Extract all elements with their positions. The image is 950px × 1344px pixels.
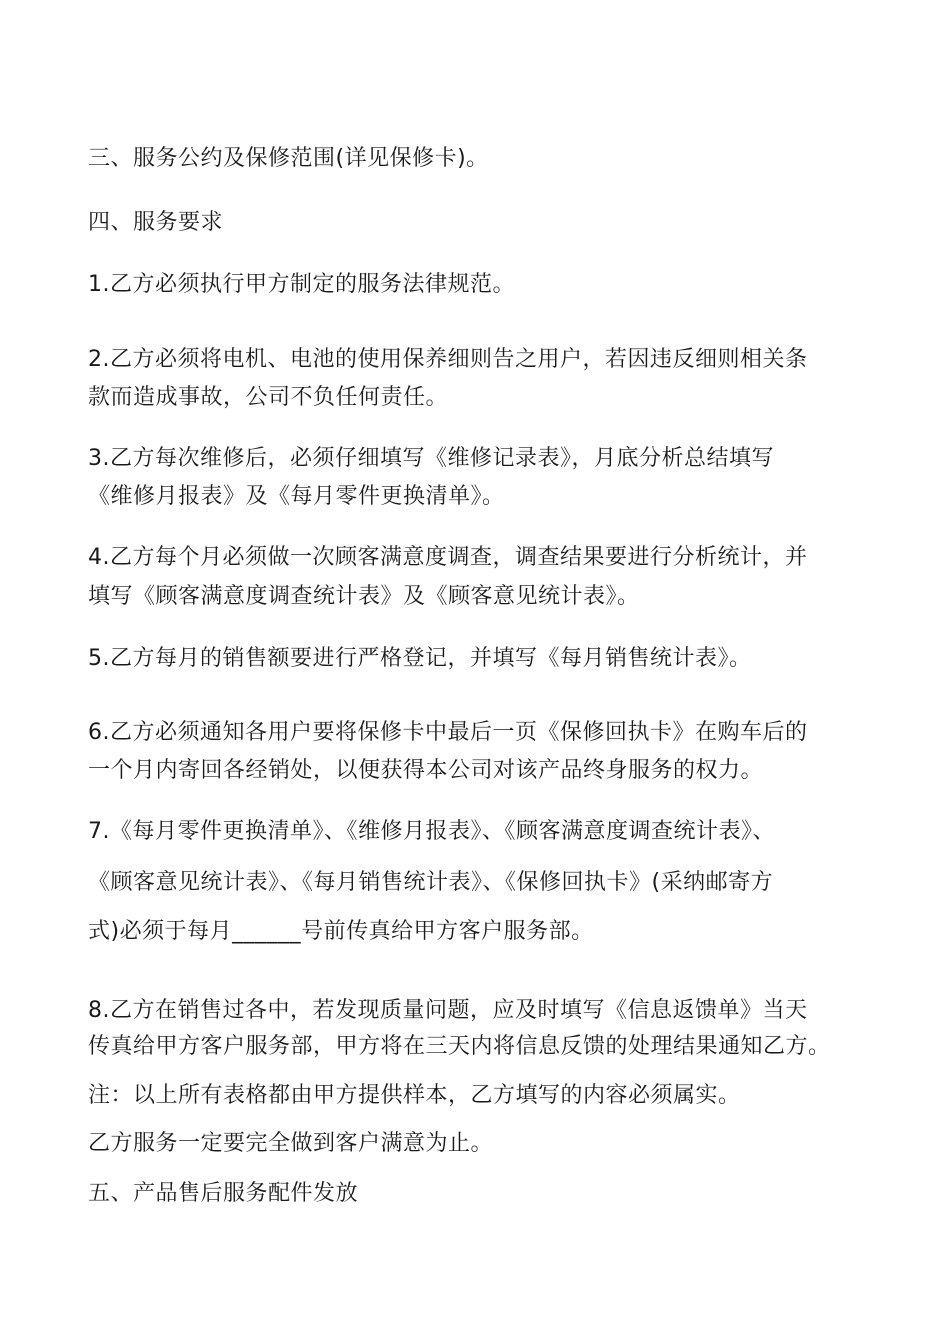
clause-7-line-2: 《顾客意见统计表》、《每月销售统计表》、《保修回执卡》(采纳邮寄方 xyxy=(88,870,774,895)
clause-3-line-1: 3.乙方每次维修后，必须仔细填写《维修记录表》，月底分析总结填写 xyxy=(88,446,774,471)
note-line-1: 注：以上所有表格都由甲方提供样本，乙方填写的内容必须属实。 xyxy=(88,1083,741,1108)
note-line-2: 乙方服务一定要完全做到客户满意为止。 xyxy=(88,1131,494,1156)
clause-1: 1.乙方必须执行甲方制定的服务法律规范。 xyxy=(88,272,515,297)
clause-6-line-2: 一个月内寄回各经销处，以便获得本公司对该产品终身服务的权力。 xyxy=(88,758,764,783)
clause-2-line-1: 2.乙方必须将电机、电池的使用保养细则告之用户，若因违反细则相关条 xyxy=(88,347,808,372)
clause-3-line-2: 《维修月报表》及《每月零件更换清单》。 xyxy=(88,484,505,509)
clause-2-line-2: 款而造成事故，公司不负任何责任。 xyxy=(88,385,449,410)
clause-7-line-3: 式)必须于每月______号前传真给甲方客户服务部。 xyxy=(88,919,594,944)
clause-7-line-1: 7.《每月零件更换清单》、《维修月报表》、《顾客满意度调查统计表》、 xyxy=(88,819,775,844)
clause-4-line-1: 4.乙方每个月必须做一次顾客满意度调查，调查结果要进行分析统计，并 xyxy=(88,545,808,570)
clause-8-line-1: 8.乙方在销售过各中，若发现质量问题，应及时填写《信息返馈单》当天 xyxy=(88,998,808,1023)
clause-4-line-2: 填写《顾客满意度调查统计表》及《顾客意见统计表》。 xyxy=(88,584,640,609)
clause-6-line-1: 6.乙方必须通知各用户要将保修卡中最后一页《保修回执卡》在购车后的 xyxy=(88,720,808,745)
clause-8-line-2: 传真给甲方客户服务部，甲方将在三天内将信息反馈的处理结果通知乙方。 xyxy=(88,1034,831,1059)
section-heading-5: 五、产品售后服务配件发放 xyxy=(88,1181,359,1206)
clause-5: 5.乙方每月的销售额要进行严格登记，并填写《每月销售统计表》。 xyxy=(88,646,752,671)
section-heading-4: 四、服务要求 xyxy=(88,210,224,235)
section-heading-3: 三、服务公约及保修范围(详见保修卡)。 xyxy=(88,146,489,171)
